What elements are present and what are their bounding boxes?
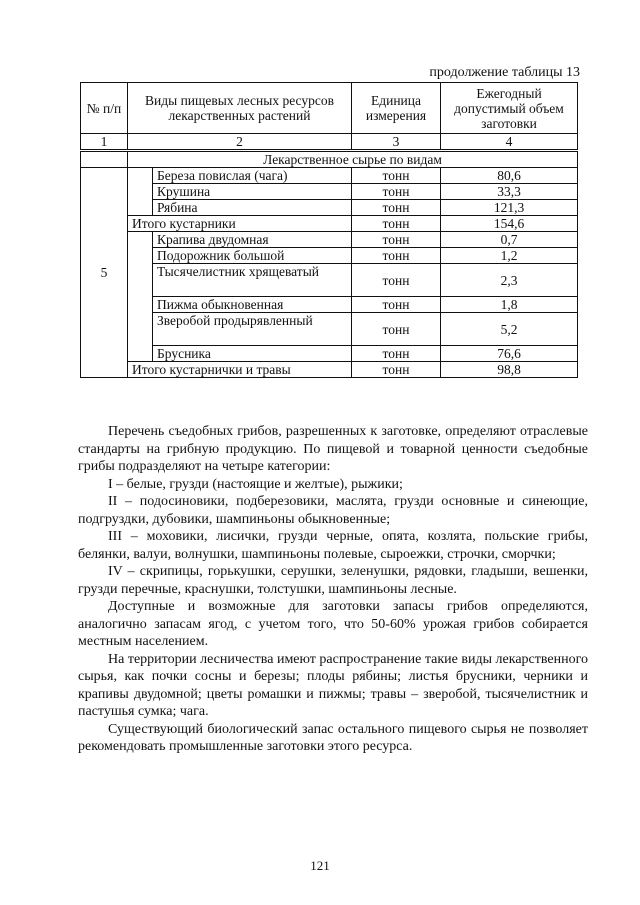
row-unit: тонн <box>352 362 441 378</box>
table-row-total <box>81 216 578 232</box>
row-number: 5 <box>81 168 128 378</box>
paragraph: Доступные и возможные для заготовки запасы грибов определяются, аналогично запасам ягод, с учетом того, что 50-60% урожая грибов собирается местным населением. <box>78 599 588 649</box>
header-unit: Единица измерения <box>352 83 441 134</box>
column-number: 1 <box>81 134 128 151</box>
row-unit: тонн <box>352 216 441 232</box>
header-number: № п/п <box>81 83 128 134</box>
row-unit: тонн <box>352 184 441 200</box>
row-value: 5,2 <box>441 313 578 346</box>
row-value: 76,6 <box>441 346 578 362</box>
paragraph: Существующий биологический запас остального пищевого сырья не позволяет рекомендовать промышленные заготовки этого ресурса. <box>78 721 588 754</box>
row-value: 98,8 <box>441 362 578 378</box>
table-row <box>81 297 578 313</box>
row-unit: тонн <box>352 297 441 313</box>
section-row <box>81 151 578 168</box>
row-name: Крушина <box>153 184 352 200</box>
table-row <box>81 313 578 346</box>
section-title: Лекарственное сырье по видам <box>128 151 578 168</box>
table-row-total <box>81 362 578 378</box>
row-value: 0,7 <box>441 232 578 248</box>
paragraph: II – подосиновики, подберезовики, маслята, грузди основные и синеющие, подгруздки, дубовики, шампиньоны обыкновенные; <box>78 494 588 527</box>
column-number: 3 <box>352 134 441 151</box>
table-header-row <box>81 83 578 134</box>
row-name: Пижма обыкновенная <box>153 297 352 313</box>
table-continuation-label: продолжение таблицы 13 <box>429 65 580 80</box>
row-name: Тысячелистник хрящеватый <box>153 264 352 297</box>
row-value: 33,3 <box>441 184 578 200</box>
row-value: 2,3 <box>441 264 578 297</box>
table-row <box>81 346 578 362</box>
resources-table <box>80 82 578 378</box>
table-row <box>81 200 578 216</box>
row-name: Рябина <box>153 200 352 216</box>
page-number: 121 <box>310 858 330 873</box>
row-unit: тонн <box>352 264 441 297</box>
table-row <box>81 168 578 184</box>
row-value: 1,2 <box>441 248 578 264</box>
column-number: 2 <box>128 134 352 151</box>
row-unit: тонн <box>352 200 441 216</box>
body-text <box>78 423 588 756</box>
row-name: Брусника <box>153 346 352 362</box>
row-name: Зверобой продырявленный <box>153 313 352 346</box>
row-value: 80,6 <box>441 168 578 184</box>
row-value: 1,8 <box>441 297 578 313</box>
paragraph: III – моховики, лисички, грузди черные, опята, козлята, польские грибы, белянки, валуи, волнушки, шампиньоны полевые, сыроежки, строчки, сморчки; <box>78 529 588 562</box>
row-name: Крапива двудомная <box>153 232 352 248</box>
paragraph: I – белые, грузди (настоящие и желтые), рыжики; <box>108 476 403 492</box>
indent-cell <box>128 232 153 362</box>
header-volume: Ежегодный допустимый объем заготовки <box>441 83 578 134</box>
row-name: Итого кустарники <box>128 216 352 232</box>
column-numbers-row <box>81 134 578 151</box>
row-value: 154,6 <box>441 216 578 232</box>
row-unit: тонн <box>352 168 441 184</box>
table-row <box>81 248 578 264</box>
row-unit: тонн <box>352 232 441 248</box>
row-name: Подорожник большой <box>153 248 352 264</box>
indent-cell <box>128 168 153 216</box>
row-unit: тонн <box>352 248 441 264</box>
section-number-cell <box>81 151 128 168</box>
table-row <box>81 232 578 248</box>
column-number: 4 <box>441 134 578 151</box>
table-row <box>81 184 578 200</box>
row-unit: тонн <box>352 346 441 362</box>
paragraph: Перечень съедобных грибов, разрешенных к заготовке, определяют отраслевые стандарты на грибную продукцию. По пищевой и товарной ценности съедобные грибы подразделяют на четыре категории: <box>78 424 588 474</box>
row-name: Береза повислая (чага) <box>153 168 352 184</box>
row-name: Итого кустарнички и травы <box>128 362 352 378</box>
row-value: 121,3 <box>441 200 578 216</box>
row-unit: тонн <box>352 313 441 346</box>
header-type: Виды пищевых лесных ресурсов лекарственных растений <box>128 83 352 134</box>
paragraph: IV – скрипицы, горькушки, серушки, зеленушки, рядовки, гладыши, вешенки, грузди перечные, краснушки, толстушки, шампиньоны лесные. <box>78 564 588 597</box>
paragraph: На территории лесничества имеют распространение такие виды лекарственного сырья, как почки сосны и березы; плоды рябины; листья брусники, черники и крапивы двудомной; цветы ромашки и пижмы; травы – зверобой, тысячелистник и пастушья сумка; чага. <box>78 651 588 719</box>
table-row <box>81 264 578 297</box>
